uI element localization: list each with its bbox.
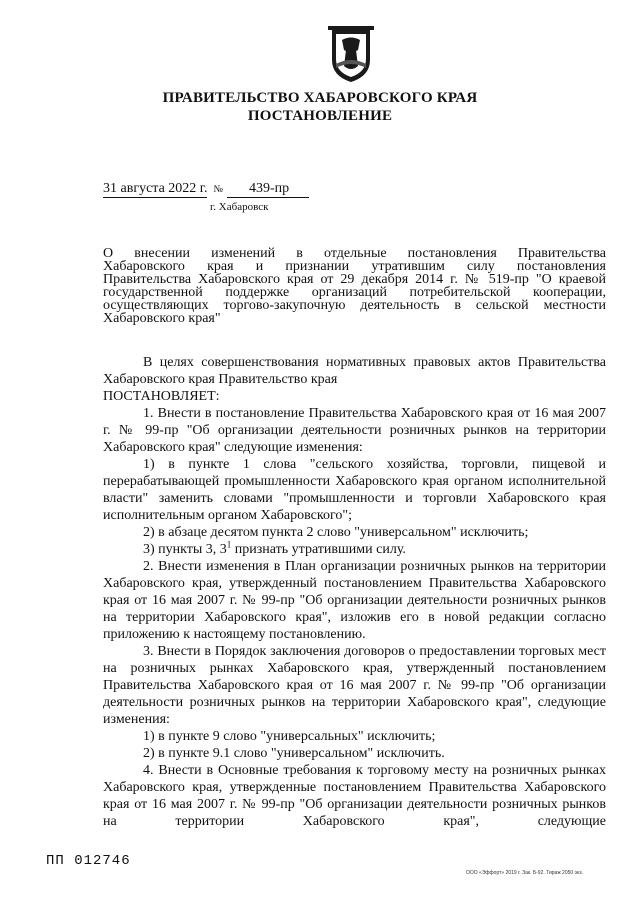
subject-line: Хабаровского края" — [103, 311, 221, 326]
number-sign: № — [213, 184, 223, 195]
item-1-3-sup: 1 — [226, 539, 232, 550]
item-1: 1. Внести в постановление Правительства Хабаровского края от 16 мая 2007 г. № 99-пр "Об организации деятельности розничных рынков на территории Хабаровского края" следующие изменения: — [103, 406, 606, 455]
item-1-3-tail: признать утратившими силу. — [231, 542, 406, 557]
subject-line: Правительства Хабаровского края от 29 декабря 2014 г. № 519-пр "О краевой — [103, 272, 606, 287]
item-1-1: 1) в пункте 1 слова "сельского хозяйства, торговли, пищевой и перерабатывающей промышленности Хабаровского края органом исполнительной власти" заменить словами "промышленности и торговли Хабаровского края исполнительным органом Хабаровского"; — [103, 457, 606, 523]
printer-imprint: ООО «Эффорт» 2019 г. Зак. Б-92. Тираж 2050 экз. — [466, 870, 584, 876]
item-2: 2. Внести изменения в План организации розничных рынков на территории Хабаровского края, утвержденный постановлением Правительства Хабаровского края от 16 мая 2007 г. № 99-пр "Об организации деятельности розничных рынков на территории Хабаровского края", изложив его в новой редакции согласно приложению к настоящему постановлению. — [103, 559, 606, 642]
decree-word: ПОСТАНОВЛЯЕТ: — [103, 389, 220, 404]
subject-line: О внесении изменений в отдельные постановления Правительства — [103, 246, 606, 261]
org-title: ПРАВИТЕЛЬСТВО ХАБАРОВСКОГО КРАЯ — [162, 90, 478, 106]
date-number-line — [103, 181, 309, 197]
subject-line: государственной поддержке организаций потребительской кооперации, — [103, 285, 606, 300]
item-3: 3. Внести в Порядок заключения договоров о предоставлении торговых мест на розничных рынках Хабаровского края, утвержденный постановлением Правительства Хабаровского края от 16 мая 2007 г. № 99-пр "Об организации деятельности розничных рынков на территории Хабаровского края", следующие изменения: — [103, 644, 606, 727]
item-3-1: 1) в пункте 9 слово "универсальных" исключить; — [143, 729, 436, 744]
doc-date: 31 августа 2022 г. — [103, 181, 208, 196]
form-serial-code: ПП 012746 — [46, 853, 131, 869]
doc-city: г. Хабаровск — [210, 201, 269, 213]
subject-line: Хабаровского края и признании утратившим силу постановления — [103, 259, 606, 274]
doc-type: ПОСТАНОВЛЕНИЕ — [247, 108, 393, 124]
doc-body — [103, 354, 606, 830]
doc-number: 439-пр — [227, 181, 309, 198]
khabarovsk-coat-of-arms-icon — [328, 26, 374, 84]
item-1-2: 2) в абзаце десятом пункта 2 слово "универсальном" исключить; — [143, 525, 529, 540]
item-1-3 — [103, 541, 606, 558]
doc-subject — [103, 247, 606, 325]
intro-paragraph: В целях совершенствования нормативных правовых актов Правительства Хабаровского края Правительство края — [103, 355, 606, 387]
item-1-3-text: 3) пункты 3, 3 — [143, 542, 227, 557]
item-3-2: 2) в пункте 9.1 слово "универсальном" исключить. — [143, 746, 445, 761]
item-4: 4. Внести в Основные требования к торговому месту на розничных рынках Хабаровского края, утвержденные постановлением Правительства Хабаровского края от 16 мая 2007 г. № 99-пр "Об организации деятельности розничных рынков на территории Хабаровского края", следующие — [103, 763, 606, 829]
subject-line: осуществляющих торгово-закупочную деятельность в сельской местности — [103, 298, 606, 313]
